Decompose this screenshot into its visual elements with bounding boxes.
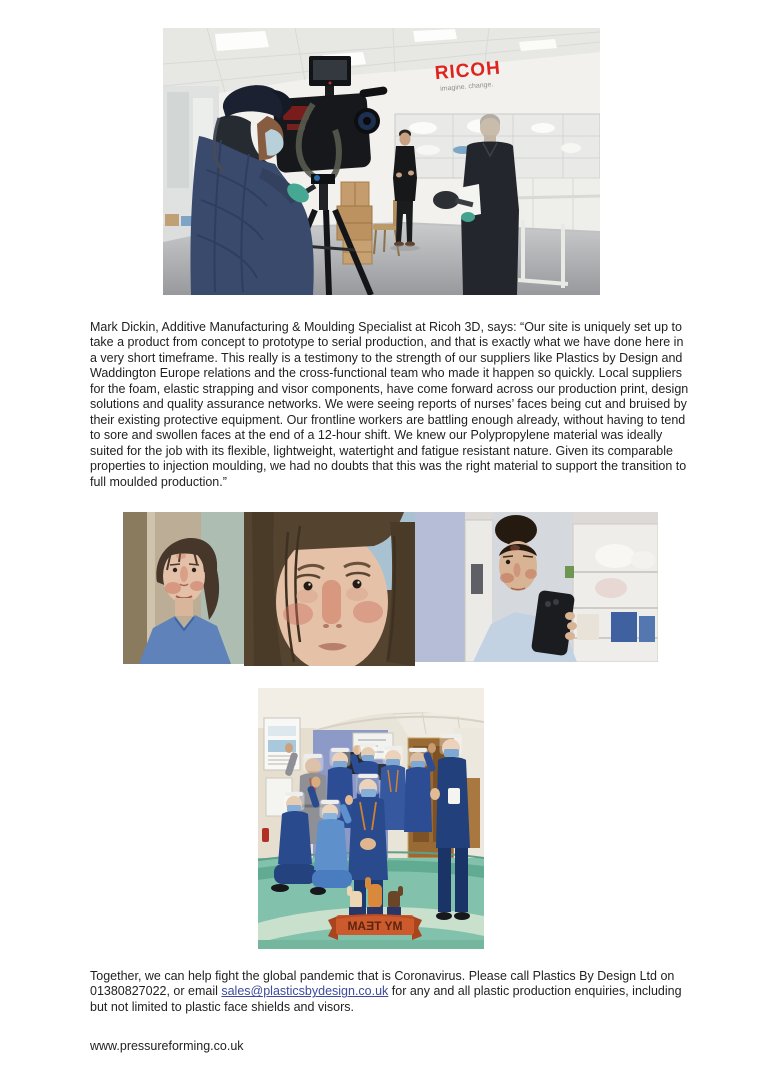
door-sign <box>471 564 483 594</box>
nurse-photo-1 <box>123 512 244 664</box>
fire-extinguisher <box>262 828 269 842</box>
closing-paragraph <box>90 969 689 1015</box>
nose-mark <box>322 580 341 624</box>
nurse-photo-2 <box>244 512 415 666</box>
my-team-sticker-text: MAƎT YM <box>347 919 403 933</box>
nurse-photo-3 <box>415 512 658 662</box>
id-badge <box>448 788 460 804</box>
closing-text-after: for any and all plastic production enquiries, including but not limited to plastic face shields and visors. <box>90 984 682 1014</box>
website-url: www.pressureforming.co.uk <box>90 1039 244 1053</box>
filming-scene <box>163 28 600 295</box>
photo-filming-interview <box>163 28 600 295</box>
photo-hospital-team <box>258 688 484 949</box>
closing-text-before: Together, we can help fight the global pandemic that is Coronavirus. Please call Plastics By Design Ltd on 01380827022, or email <box>90 969 675 999</box>
quote-paragraph: Mark Dickin, Additive Manufacturing & Moulding Specialist at Ricoh 3D, says: “Our site is uniquely set up to take a product from concept to prototype to serial production, and that is exactly what we have done here in a very short timeframe. This really is a testimony to the strength of our suppliers like Plastics by Design and Waddington Europe relations and the cross-functional team who made it happen so quickly. Local suppliers for the foam, elastic strapping and visor components, have come forward across our production print, design solutions and quality assurance networks. We were seeing reports of nurses’ faces being cut and bruised by their existing protective equipment. Our frontline workers are battling enough already, without having to tend to sore and swollen faces at the end of a 12-hour shift. We knew our Polypropylene material was ideally suited for the job with its flexible, lightweight, watertight and fatigue resistant nature. Given its comparable properties to injection moulding, we had no doubts that this was the right material to support the transition to full moulded production.” <box>90 320 689 489</box>
ricoh-logo-text: RICOH <box>433 57 502 85</box>
microphone-windscreen <box>433 191 459 209</box>
email-link[interactable]: sales@plasticsbydesign.co.uk <box>221 984 389 999</box>
supply-shelves <box>565 524 658 662</box>
nurse-photos-row <box>123 512 658 666</box>
ricoh-wall-logo <box>434 58 503 94</box>
ricoh-tagline-text: imagine. change. <box>439 81 494 93</box>
